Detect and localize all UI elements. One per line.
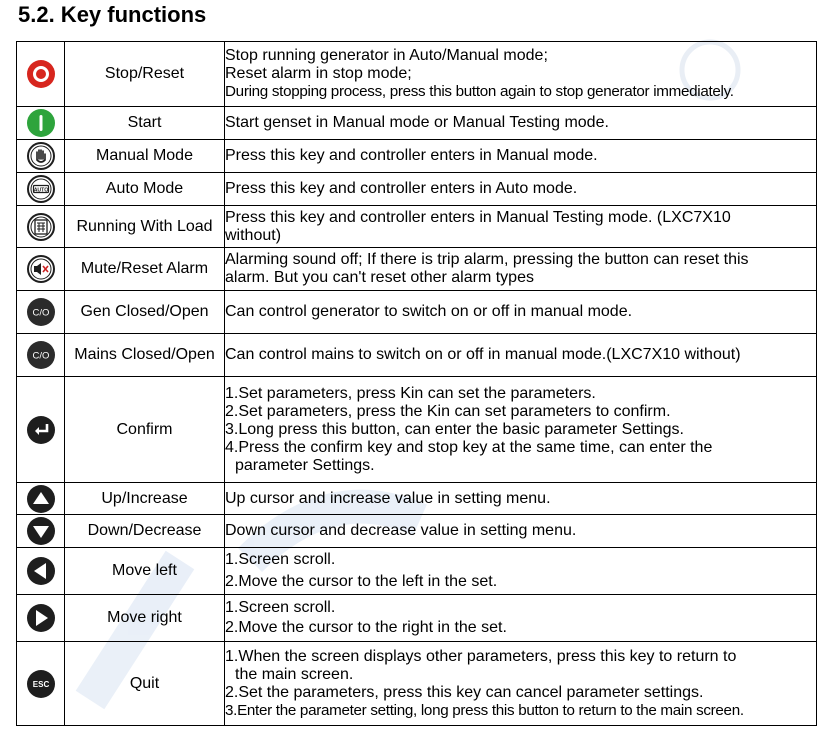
esc-quit-icon: [26, 669, 56, 699]
table-row: [17, 248, 817, 291]
esc-icon-label: ESC: [32, 679, 49, 689]
table-row: [17, 107, 817, 140]
key-description: Press this key and controller enters in Manual Testing mode. (LXC7X10 without): [225, 206, 817, 248]
table-row: [17, 334, 817, 377]
table-row: [17, 595, 817, 642]
key-description: 1.Screen scroll. 2.Move the cursor to the right in the set.: [225, 595, 817, 642]
mains-closed-open-icon: [26, 340, 56, 370]
table-row: [17, 173, 817, 206]
up-arrow-icon: [26, 484, 56, 514]
key-name: Quit: [65, 642, 225, 726]
key-description: Alarming sound off; If there is trip alarm, pressing the button can reset this alarm. But you can't reset other alarm types: [225, 248, 817, 291]
key-description: 1.Set parameters, press Kin can set the parameters. 2.Set parameters, press the Kin can set parameters to confirm. 3.Long press this button, can enter the basic parameter Settings. 4.Press the confirm key and stop key at the same time, can enter the parameter Settings.: [225, 377, 817, 483]
key-name: Move right: [65, 595, 225, 642]
key-description: Up cursor and increase value in setting menu.: [225, 483, 817, 515]
key-name: Manual Mode: [65, 140, 225, 173]
table-row: [17, 291, 817, 334]
table-row: [17, 483, 817, 515]
mute-alarm-icon: [26, 254, 56, 284]
right-arrow-icon: [26, 603, 56, 633]
manual-mode-hand-icon: [26, 141, 56, 171]
table-row: [17, 642, 817, 726]
key-name: Auto Mode: [65, 173, 225, 206]
section-title: 5.2. Key functions: [18, 2, 207, 27]
gen-closed-open-icon: [26, 297, 56, 327]
table-row: [17, 140, 817, 173]
key-name: Mute/Reset Alarm: [65, 248, 225, 291]
key-description: Stop running generator in Auto/Manual mode; Reset alarm in stop mode; During stopping process, press this button again to stop generator immediately.: [225, 42, 817, 107]
key-name: Down/Decrease: [65, 515, 225, 548]
key-name: Mains Closed/Open: [65, 334, 225, 377]
key-description: Press this key and controller enters in Auto mode.: [225, 173, 817, 206]
key-description: Can control mains to switch on or off in manual mode.(LXC7X10 without): [225, 334, 817, 377]
key-description: 1.When the screen displays other parameters, press this key to return to the main screen. 2.Set the parameters, press this key can cancel parameter settings. 3.Enter the parameter setting, long press this button to return to the main screen.: [225, 642, 817, 726]
table-row: [17, 206, 817, 248]
down-arrow-icon: [26, 516, 56, 546]
left-arrow-icon: [26, 556, 56, 586]
key-description: Start genset in Manual mode or Manual Testing mode.: [225, 107, 817, 140]
key-functions-table: [16, 41, 817, 726]
key-name: Move left: [65, 548, 225, 595]
key-description: 1.Screen scroll. 2.Move the cursor to the left in the set.: [225, 548, 817, 595]
key-name: Confirm: [65, 377, 225, 483]
mains-co-icon-label: C/O: [32, 350, 49, 362]
gen-co-icon-label: C/O: [32, 307, 49, 319]
key-name: Gen Closed/Open: [65, 291, 225, 334]
key-description: Can control generator to switch on or off in manual mode.: [225, 291, 817, 334]
key-description: Down cursor and decrease value in setting menu.: [225, 515, 817, 548]
key-name: Up/Increase: [65, 483, 225, 515]
key-name: Running With Load: [65, 206, 225, 248]
stop-reset-icon: [26, 59, 56, 89]
running-with-load-icon: [26, 212, 56, 242]
svg-text:AUTO: AUTO: [33, 187, 48, 194]
table-row: [17, 548, 817, 595]
key-description: Press this key and controller enters in Manual mode.: [225, 140, 817, 173]
key-name: Stop/Reset: [65, 42, 225, 107]
table-row: [17, 515, 817, 548]
table-row: [17, 42, 817, 107]
table-row: [17, 377, 817, 483]
key-name: Start: [65, 107, 225, 140]
confirm-enter-icon: [26, 415, 56, 445]
start-icon: [26, 108, 56, 138]
auto-mode-icon: [26, 174, 56, 204]
